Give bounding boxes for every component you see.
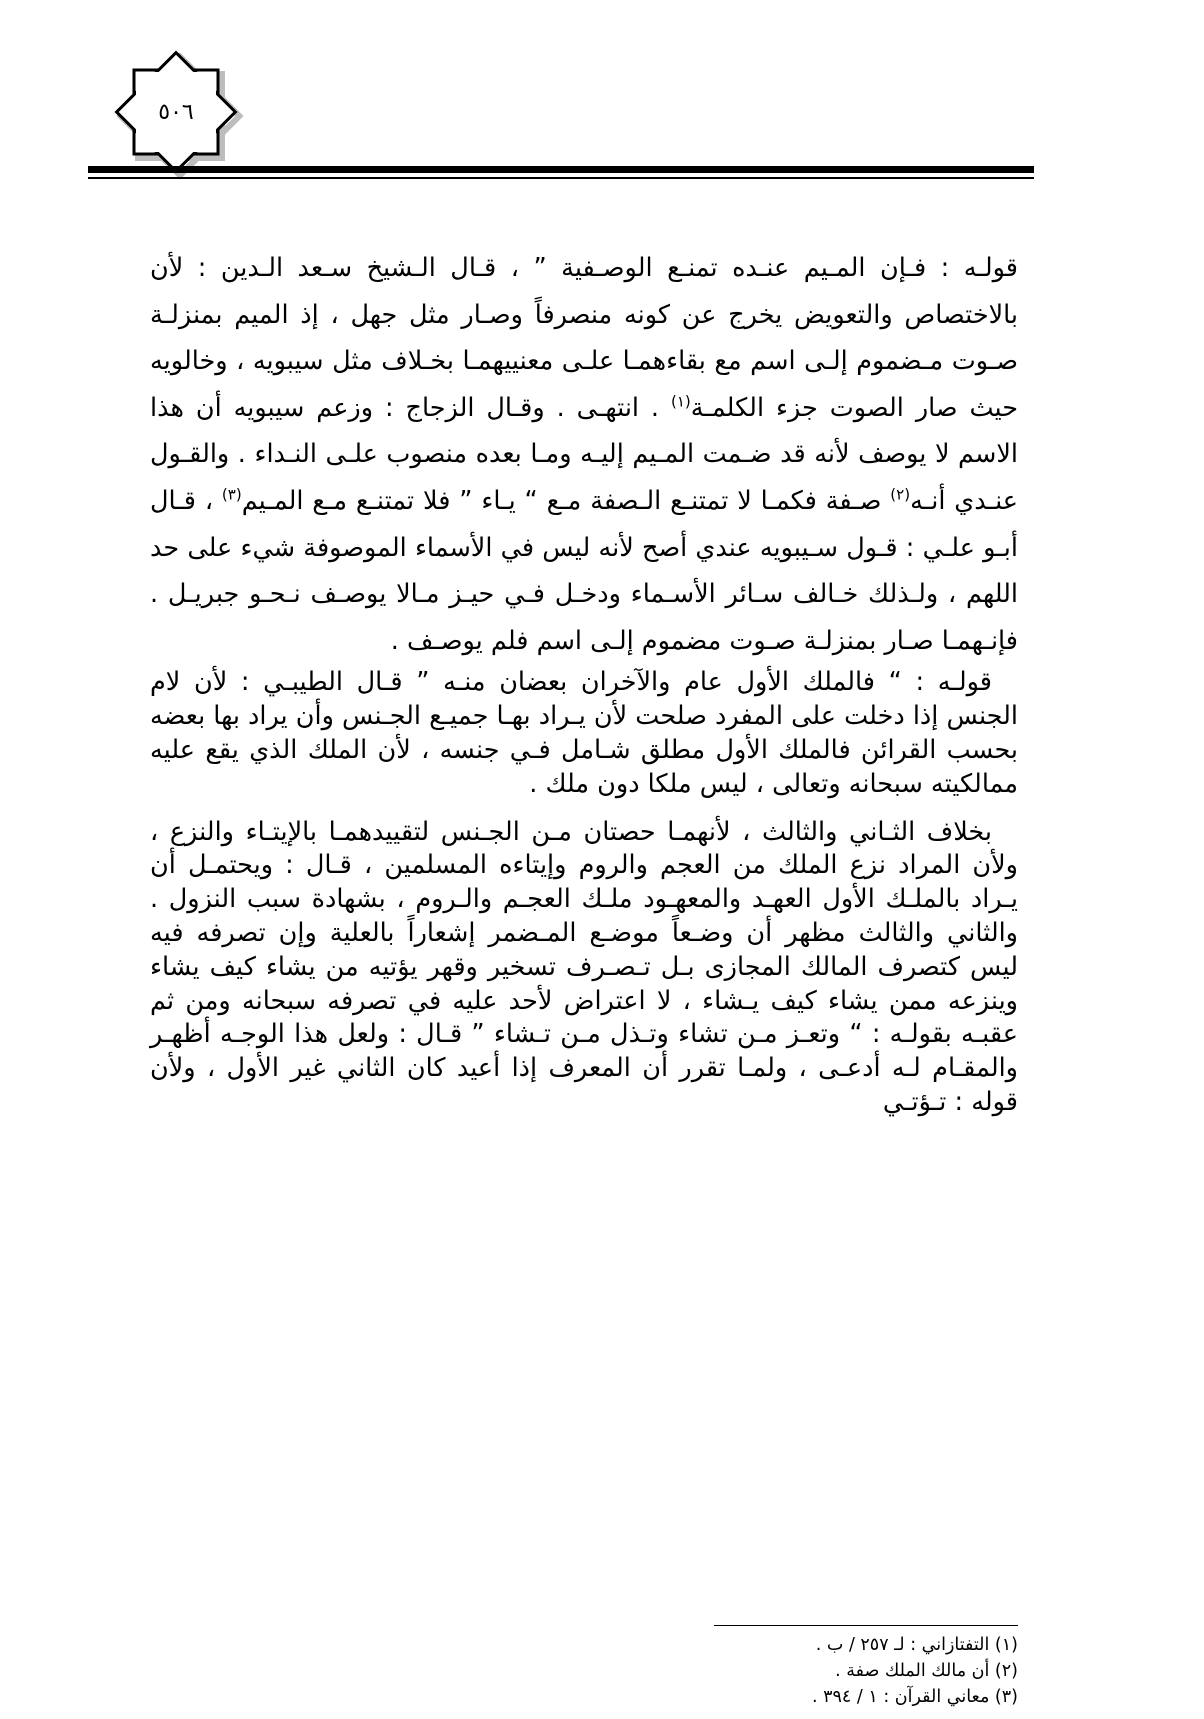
footnote-ref-1: (١) [670, 392, 691, 411]
text-run: صـفة فكمـا لا تمتنـع الـصفة مـع “ يـاء ” فلا تمتنـع مـع المـيم [241, 485, 891, 516]
text-run: بخلاف الثـاني والثالث ، لأنهمـا حصتان مـن الجـنس لتقييدهمـا بالإيتـاء والنزع ، ولأن المراد نزع الملك من العجم والروم وإيتاءه المسلمين ، قـال : ويحتمـل أن يـراد بالملـك الأول العهـد والمعهـود ملـك العجـم والـروم ، بشهادة سبب النزول . والثاني والثالث مظهر أن وضـعاً موضـع المـضمر إشعاراً بالعلية وإن تصرفه فيه ليس كتصرف المالك المجازى بـل تـصـرف تسخير وقهر يؤتيه من يشاء كيف يشاء وينزعه ممن يشاء كيف يـشاء ، لا اعتراض لأحد عليه في تصرفه سبحانه ومن ثم عقبـه بقولـه : “ وتعـز مـن تشاء وتـذل مـن تـشاء ” قـال : ولعل هذا الوجـه أظهـر والمقـام لـه أدعـى ، ولمـا تقرر أن المعرف إذا أعيد كان الثاني غير الأول ، ولأن قوله : تـؤتـي [150, 816, 1018, 1117]
footnote-2: (٢) أن مالك الملك صفة . [835, 1661, 1018, 1681]
footnote-ref-2: (٢) [890, 485, 911, 504]
footnotes [600, 1632, 1018, 1710]
text-run: . انتهـى . وقـال الزجاج : وزعم سيبويه أن هذا الاسم لا يوصف لأنه قد ضـمت المـيم إليـه ومـا بعده منصوب علـى النـداء . والقـول عنـدي أنـه [150, 392, 1018, 516]
paragraph-1 [150, 245, 1018, 664]
header-rule-thin [88, 177, 1034, 179]
page-number: ٥٠٦ [158, 99, 194, 125]
footnote-3: (٣) معاني القرآن : ١ / ٣٩٤ . [811, 1687, 1018, 1707]
header-rule-thick [88, 166, 1034, 173]
footnote-separator [714, 1625, 1018, 1626]
paragraph-2 [150, 666, 1018, 801]
paragraph-3 [150, 816, 1018, 1120]
main-text [150, 245, 1018, 1120]
text-run: قولـه : فـإن المـيم عنـده تمنـع الوصـفية ” ، قـال الـشيخ سـعد الـدين : لأن بالاختصاص والتعويض يخرج عن كونه منصرفاً وصـار مثل جهل ، إذ الميم بمنزلـة صـوت مـضموم إلـى اسم مع بقاءهمـا علـى معنييهمـا بخـلاف مثل سيبويه ، وخالويه حيث صار الصوت جزء الكلمـة [150, 253, 1018, 423]
page-number-badge [108, 44, 244, 180]
footnote-1: (١) التفتازاني : لـ ٢٥٧ / ب . [815, 1635, 1018, 1655]
text-run: ، قـال أبـو علـي : قـول سـيبويه عندي أصح لأنه ليس في الأسماء الموصوفة شيء على حد اللهم ، ولـذلك خـالف سـائر الأسـماء ودخـل فـي حيـز مـالا يوصـف نـحـو جبريـل . فإنـهمـا صـار بمنزلـة صـوت مضموم إلـى اسم فلم يوصـف . [150, 485, 1018, 656]
footnote-ref-3: (٣) [221, 485, 242, 504]
text-run: قولـه : “ فالملك الأول عام والآخران بعضان منـه ” قـال الطيبـي : لأن لام الجنس إذا دخلت على المفرد صلحت لأن يـراد بهـا جميـع الجـنس وأن يراد بها بعضه بحسب القرائن فالملك الأول مطلق شـامل فـي جنسه ، لأن الملك الذي يقع عليه ممالكيته سبحانه وتعالى ، ليس ملكا دون ملك . [150, 667, 1018, 799]
